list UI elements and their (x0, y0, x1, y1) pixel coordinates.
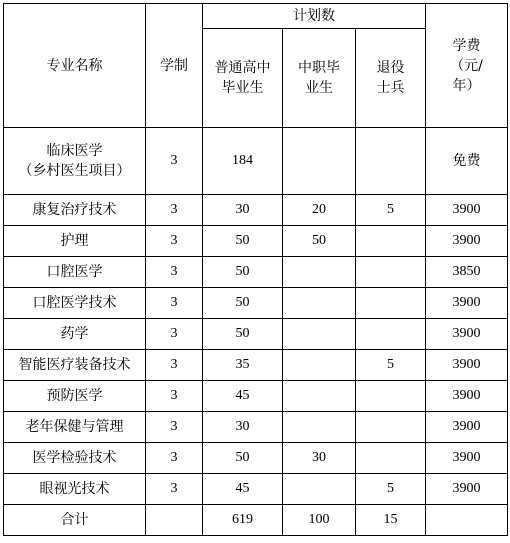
cell-highschool: 50 (203, 288, 283, 319)
cell-highschool: 50 (203, 443, 283, 474)
total-highschool: 619 (203, 505, 283, 536)
cell-major: 眼视光技术 (4, 474, 146, 505)
table-row (4, 474, 508, 505)
table-row (4, 288, 508, 319)
cell-vocational (283, 350, 356, 381)
cell-highschool: 50 (203, 226, 283, 257)
cell-duration: 3 (146, 350, 203, 381)
cell-highschool: 45 (203, 381, 283, 412)
cell-vocational (283, 474, 356, 505)
cell-highschool: 50 (203, 257, 283, 288)
cell-tuition: 3900 (426, 319, 508, 350)
cell-veteran (356, 381, 426, 412)
cell-veteran (356, 319, 426, 350)
table-row (4, 195, 508, 226)
total-veteran: 15 (356, 505, 426, 536)
enrollment-plan-table (3, 3, 508, 536)
cell-highschool: 50 (203, 319, 283, 350)
header-veteran: 退役 士兵 (356, 29, 426, 128)
cell-tuition: 3900 (426, 381, 508, 412)
cell-duration: 3 (146, 128, 203, 195)
cell-tuition: 3900 (426, 443, 508, 474)
cell-vocational (283, 128, 356, 195)
cell-vocational (283, 381, 356, 412)
cell-veteran (356, 226, 426, 257)
header-tuition: 学费 （元/ 年） (426, 4, 508, 128)
table-row (4, 226, 508, 257)
header-highschool: 普通高中 毕业生 (203, 29, 283, 128)
cell-major: 医学检验技术 (4, 443, 146, 474)
cell-highschool: 30 (203, 195, 283, 226)
cell-tuition: 3900 (426, 288, 508, 319)
table-row (4, 350, 508, 381)
table-row (4, 257, 508, 288)
cell-major: 预防医学 (4, 381, 146, 412)
cell-tuition: 3900 (426, 412, 508, 443)
header-plan: 计划数 (203, 4, 426, 29)
cell-duration: 3 (146, 226, 203, 257)
table-row (4, 381, 508, 412)
total-vocational: 100 (283, 505, 356, 536)
cell-duration: 3 (146, 257, 203, 288)
total-duration (146, 505, 203, 536)
cell-tuition: 3900 (426, 474, 508, 505)
cell-duration: 3 (146, 443, 203, 474)
cell-tuition: 免费 (426, 128, 508, 195)
cell-tuition: 3900 (426, 195, 508, 226)
cell-major: 护理 (4, 226, 146, 257)
cell-highschool: 30 (203, 412, 283, 443)
cell-vocational: 50 (283, 226, 356, 257)
cell-vocational (283, 412, 356, 443)
table-row (4, 319, 508, 350)
cell-duration: 3 (146, 412, 203, 443)
table-row (4, 128, 508, 195)
cell-major: 药学 (4, 319, 146, 350)
cell-vocational (283, 319, 356, 350)
cell-veteran (356, 443, 426, 474)
cell-highschool: 184 (203, 128, 283, 195)
cell-veteran (356, 257, 426, 288)
cell-tuition: 3900 (426, 226, 508, 257)
cell-major: 老年保健与管理 (4, 412, 146, 443)
cell-duration: 3 (146, 381, 203, 412)
cell-vocational (283, 288, 356, 319)
cell-duration: 3 (146, 288, 203, 319)
cell-veteran (356, 412, 426, 443)
cell-major: 康复治疗技术 (4, 195, 146, 226)
cell-major: 口腔医学技术 (4, 288, 146, 319)
cell-vocational (283, 257, 356, 288)
header-duration: 学制 (146, 4, 203, 128)
cell-tuition: 3850 (426, 257, 508, 288)
cell-vocational: 20 (283, 195, 356, 226)
total-tuition (426, 505, 508, 536)
total-row (4, 505, 508, 536)
header-vocational: 中职毕 业生 (283, 29, 356, 128)
cell-major: 智能医疗装备技术 (4, 350, 146, 381)
header-row (4, 4, 508, 29)
cell-veteran (356, 288, 426, 319)
header-major: 专业名称 (4, 4, 146, 128)
cell-veteran: 5 (356, 350, 426, 381)
cell-duration: 3 (146, 195, 203, 226)
table-row (4, 412, 508, 443)
cell-vocational: 30 (283, 443, 356, 474)
cell-highschool: 35 (203, 350, 283, 381)
cell-major: 口腔医学 (4, 257, 146, 288)
table-row (4, 443, 508, 474)
cell-veteran: 5 (356, 474, 426, 505)
cell-tuition: 3900 (426, 350, 508, 381)
cell-highschool: 45 (203, 474, 283, 505)
cell-duration: 3 (146, 319, 203, 350)
cell-duration: 3 (146, 474, 203, 505)
cell-veteran (356, 128, 426, 195)
total-label: 合计 (4, 505, 146, 536)
cell-veteran: 5 (356, 195, 426, 226)
cell-major: 临床医学 （乡村医生项目） (4, 128, 146, 195)
